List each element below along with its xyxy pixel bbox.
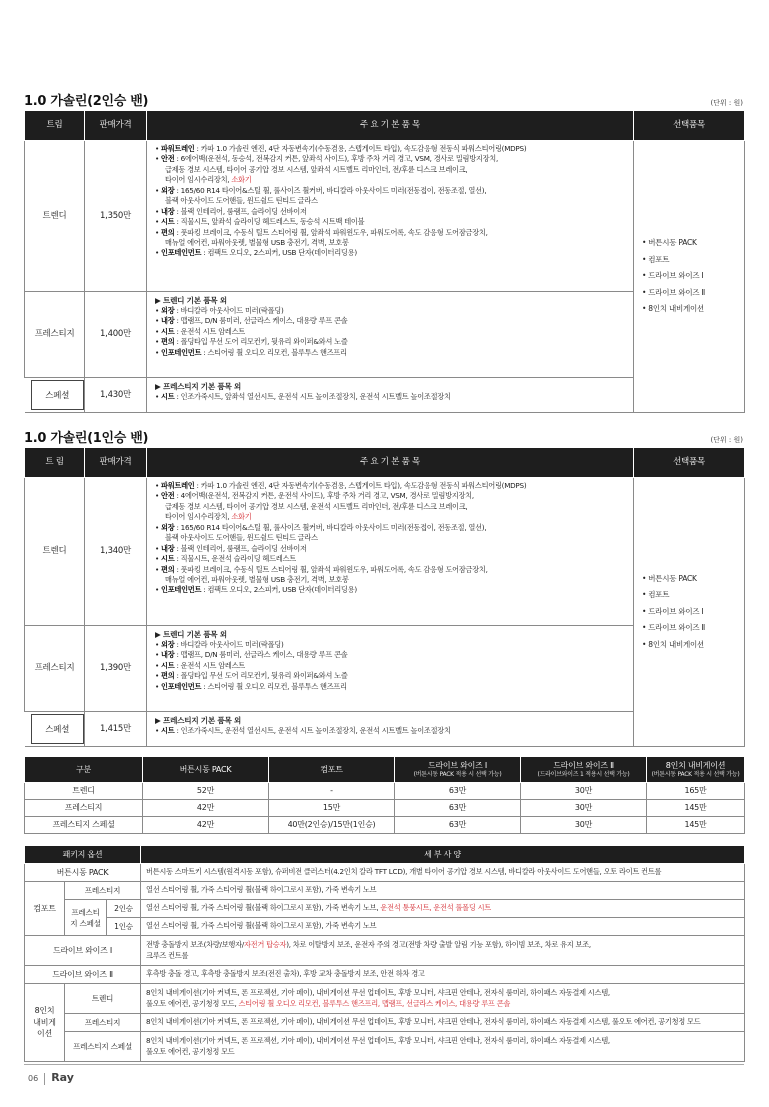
- package-spec: 버튼시동 스마트키 시스템(원격시동 포함), 슈퍼비전 클러스터(4.2인치 칼라 TFT LCD), 개별 타이어 공기압 경보 시스템, 바디칼라 아웃사이드 도어핸들, 오토 라이트 컨트롤: [141, 864, 745, 882]
- feature-line: • 외장 : 165/60 R14 타이어&스틸 휠, 풀사이즈 휠커버, 바디칼라 아웃사이드 미러(전동접이, 전동조절, 열선),: [155, 185, 487, 195]
- option-item: • 버튼시동 PACK: [642, 573, 697, 583]
- option-item: • 드라이브 와이즈 Ⅱ: [642, 287, 705, 297]
- price-header: 드라이브 와이즈 Ⅰ (버튼시동 PACK 적용 시 선택 가능): [395, 757, 521, 783]
- option-price-table: [24, 756, 745, 834]
- option-list: [634, 141, 745, 413]
- feature-group-heading: ▶ 트렌디 기본 품목 외: [155, 296, 227, 305]
- option-item: • 드라이브 와이즈 Ⅱ: [642, 623, 705, 633]
- price-header-row: [25, 757, 745, 783]
- trim-name: 프레스티지: [25, 292, 85, 378]
- price-header: 8인치 내비게이션 (버튼시동 PACK 적용 시 선택 가능): [647, 757, 745, 783]
- option-list: [634, 478, 745, 747]
- feature-line: • 인포테인먼트 : 컴팩트 오디오, 2스피커, USB 단자(데이터리딩용): [155, 248, 357, 258]
- feature-line: • 안전 : 6에어백(운전석, 동승석, 전복감지 커튼, 앞좌석 사이드), 후방 주차 거리 경고, VSM, 경사로 밀림방지장치,: [155, 154, 499, 164]
- header-price: 판매가격: [85, 111, 147, 141]
- price-cell: 15만: [269, 800, 395, 817]
- price-cell: 145만: [647, 817, 745, 834]
- brand-name: Ray: [51, 1071, 74, 1084]
- package-spec: 후측방 충돌 경고, 후측방 충돌방지 보조(전진 출차), 후방 교차 충돌방지 보조, 안전 하차 경고: [141, 966, 745, 984]
- package-spec: 8인치 내비게이션(기아 커넥트, 폰 프로젝션, 기아 페이), 내비게이션 무선 업데이트, 후방 모니터, 샤크핀 안테나, 전자식 룸미러, 하이패스 자동결제 시스템, 풀오토 에어컨, 공기청정 모드: [141, 1014, 745, 1032]
- footer-separator: [44, 1073, 45, 1085]
- trim-sub-label: 프레스티지: [65, 1014, 141, 1032]
- price-cell: 165만: [647, 783, 745, 800]
- trim-features: [147, 626, 634, 712]
- feature-line: • 시트 : 인조가죽시트, 앞좌석 열선시트, 운전석 시트 높이조절장치, 운전석 시트벨트 높이조절장치: [155, 392, 451, 401]
- price-cell: 63만: [395, 800, 521, 817]
- feature-line: • 편의 : 풋파킹 브레이크, 수동식 틸트 스티어링 휠, 앞좌석 파워윈도우, 파워도어록, 속도 감응형 도어잠금장치,: [155, 564, 488, 574]
- option-item: • 드라이브 와이즈 Ⅰ: [642, 606, 704, 616]
- feature-group-heading: ▶ 프레스티지 기본 품목 외: [155, 382, 242, 391]
- package-label: 컴포트: [25, 882, 65, 936]
- option-item: • 8인치 내비게이션: [642, 304, 704, 314]
- trim-price: 1,350만: [85, 141, 147, 292]
- price-cell: 40만(2인승)/15만(1인승): [269, 817, 395, 834]
- price-cell: 52만: [143, 783, 269, 800]
- feature-line: • 내장 : 맵램프, D/N 룸미러, 선글라스 케이스, 대용량 루프 콘솔: [155, 316, 348, 326]
- trim-features: [147, 141, 634, 292]
- feature-line: • 편의 : 폴딩타입 무선 도어 리모컨키, 뒷유리 와이퍼&와셔 노즐: [155, 337, 348, 347]
- feature-line: • 인포테인먼트 : 스티어링 휠 오디오 리모컨, 블루투스 핸즈프리: [155, 347, 347, 357]
- feature-line: • 외장 : 165/60 R14 타이어&스틸 휠, 풀사이즈 휠커버, 바디칼라 아웃사이드 미러(전동접이, 전동조절, 열선),: [155, 522, 487, 532]
- option-item: • 버튼시동 PACK: [642, 238, 697, 248]
- price-cell: 42만: [143, 817, 269, 834]
- feature-line: • 파워트레인 : 카파 1.0 가솔린 엔진, 4단 자동변속기(수동겸용, 스텝게이트 타입), 속도감응형 전동식 파워스티어링(MDPS): [155, 144, 527, 153]
- package-label: 8인치 내비게이션: [25, 984, 65, 1062]
- feature-line: • 시트 : 직물시트, 운전석 슬라이딩 헤드레스트: [155, 554, 296, 564]
- feature-line: 블랙 아웃사이드 도어핸들, 윈드쉴드 틴티드 글라스: [165, 196, 318, 206]
- trim-name: 스페셜: [31, 380, 85, 410]
- header-options: 선택품목: [634, 111, 745, 141]
- seat-sub-label: 1인승: [107, 918, 141, 936]
- trim-price: 1,430만: [85, 378, 147, 413]
- trim-name: 스페셜: [31, 714, 85, 744]
- feature-line: • 안전 : 4에어백(운전석, 전복감지 커튼, 운전석 사이드), 후방 주차 거리 경고, VSM, 경사로 밀림방지장치,: [155, 491, 474, 501]
- price-cell: 63만: [395, 783, 521, 800]
- package-header: 패키지 옵션: [25, 846, 141, 864]
- price-header: 컴포트: [269, 757, 395, 783]
- trim-sub-label: 프레스티지 스페셜: [65, 1032, 141, 1062]
- feature-line: • 외장 : 바디칼라 아웃사이드 미러(락폴딩): [155, 640, 284, 649]
- header-trim: 트 림: [25, 448, 85, 478]
- feature-line: • 인포테인먼트 : 스티어링 휠 오디오 리모컨, 블루투스 핸즈프리: [155, 681, 347, 691]
- feature-line: 블랙 아웃사이드 도어핸들, 윈드쉴드 틴티드 글라스: [165, 533, 318, 543]
- price-header: 드라이브 와이즈 Ⅱ (드라이브와이즈 1 적용시 선택 가능): [521, 757, 647, 783]
- trim-price: 1,400만: [85, 292, 147, 378]
- trim-features: [147, 292, 634, 378]
- price-header: 구분: [25, 757, 143, 783]
- feature-line: 급제동 경보 시스템, 타이어 공기압 경보 시스템, 앞좌석 시트벨트 리마인더, 전/후륜 디스크 브레이크,: [165, 164, 468, 174]
- row-label: 프레스티지: [25, 800, 143, 817]
- trim-features: [147, 712, 634, 747]
- price-cell: 42만: [143, 800, 269, 817]
- option-item: • 컴포트: [642, 590, 670, 600]
- page-number: 06: [28, 1074, 39, 1083]
- section2-title: 1.0 가솔린(1인승 밴): [24, 431, 149, 446]
- price-cell: 145만: [647, 800, 745, 817]
- feature-line: 매뉴얼 에어컨, 파워아웃렛, 별물형 USB 충전기, 격벽, 보호봉: [165, 237, 349, 247]
- trim-price: 1,390만: [85, 626, 147, 712]
- feature-line: • 외장 : 바디칼라 아웃사이드 미러(락폴딩): [155, 306, 284, 315]
- footer-divider: [24, 1064, 744, 1065]
- package-spec: 8인치 내비게이션(기아 커넥트, 폰 프로젝션, 기아 페이), 내비게이션 무선 업데이트, 후방 모니터, 샤크핀 안테나, 전자식 룸미러, 하이패스 자동결제 시스템, 풀오토 에어컨, 공기청정 모드: [141, 1032, 745, 1062]
- feature-line: • 인포테인먼트 : 컴팩트 오디오, 2스피커, USB 단자(데이터리딩용): [155, 585, 357, 595]
- price-cell: 30만: [521, 817, 647, 834]
- feature-line: • 시트 : 운전석 시트 암레스트: [155, 326, 245, 336]
- package-spec: 열선 스티어링 휠, 가죽 스티어링 휠(블랙 하이그로시 포함), 가죽 변속기 노브: [141, 882, 745, 900]
- page-footer: [28, 1071, 74, 1085]
- header-features: 주 요 기 본 품 목: [147, 111, 634, 141]
- feature-line: 급제동 경보 시스템, 타이어 공기압 경보 시스템, 운전석 시트벨트 리마인더, 전/후륜 디스크 브레이크,: [165, 501, 468, 511]
- header-features: 주 요 기 본 품 목: [147, 448, 634, 478]
- section1-title: 1.0 가솔린(2인승 밴): [24, 94, 149, 109]
- seat-sub-label: 2인승: [107, 900, 141, 918]
- price-cell: 30만: [521, 800, 647, 817]
- trim-features: [147, 378, 634, 413]
- feature-line: 타이어 임시수리장치, 소화기: [165, 175, 252, 185]
- trim-features: [147, 478, 634, 626]
- trim-name: 트렌디: [25, 141, 85, 292]
- trim-name: 프레스티지: [25, 626, 85, 712]
- package-spec-table: [24, 845, 745, 1062]
- package-spec: 열선 스티어링 휠, 가죽 스티어링 휠(블랙 하이그로시 포함), 가죽 변속기 노브, 운전석 통풍시트, 운전석 풀폴딩 시트: [141, 900, 745, 918]
- package-label: 드라이브 와이즈 Ⅱ: [25, 966, 141, 984]
- option-item: • 8인치 내비게이션: [642, 639, 704, 649]
- feature-line: • 내장 : 블랙 인테리어, 룸램프, 슬라이딩 선바이저: [155, 206, 307, 216]
- trim-price: 1,415만: [85, 712, 147, 747]
- table-row: [25, 817, 745, 834]
- table-row: [25, 800, 745, 817]
- price-cell: 30만: [521, 783, 647, 800]
- feature-line: 매뉴얼 에어컨, 파워아웃렛, 별물형 USB 충전기, 격벽, 보호봉: [165, 574, 349, 584]
- row-label: 프레스티지 스페셜: [25, 817, 143, 834]
- package-spec: 전방 충돌방지 보조(차량/보행자/자전거 탑승자), 차로 이탈방지 보조, 운전자 주의 경고(전방 차량 출발 알림 기능 포함), 하이빔 보조, 차로 유지 보조, 크루즈 컨트롤: [141, 936, 745, 966]
- header-options: 선택품목: [634, 448, 745, 478]
- package-spec: 8인치 내비게이션(기아 커넥트, 폰 프로젝션, 기아 페이), 내비게이션 무선 업데이트, 후방 모니터, 샤크핀 안테나, 전자식 룸미러, 하이패스 자동결제 시스템, 풀오토 에어컨, 공기청정 모드, 스티어링 휠 오디오 리모컨, 블루투스 핸즈프리, 맵램프, 선글라스 케이스, 대용량 루프 콘솔: [141, 984, 745, 1014]
- feature-line: • 편의 : 폴딩타입 무선 도어 리모컨키, 뒷유리 와이퍼&와셔 노즐: [155, 671, 348, 681]
- package-label: 버튼시동 PACK: [25, 864, 141, 882]
- trim-name: 트렌디: [25, 478, 85, 626]
- feature-line: • 시트 : 운전석 시트 암레스트: [155, 660, 245, 670]
- table-row: [25, 783, 745, 800]
- option-item: • 컴포트: [642, 254, 670, 264]
- feature-line: • 파워트레인 : 카파 1.0 가솔린 엔진, 4단 자동변속기(수동겸용, 스텝게이트 타입), 속도감응형 전동식 파워스티어링(MDPS): [155, 481, 527, 490]
- feature-group-heading: ▶ 트렌디 기본 품목 외: [155, 630, 227, 639]
- feature-line: • 시트 : 인조가죽시트, 운전석 열선시트, 운전석 시트 높이조절장치, 운전석 시트벨트 높이조절장치: [155, 726, 451, 735]
- section1-unit: (단위 : 원): [710, 99, 743, 107]
- feature-line: • 내장 : 맵램프, D/N 룸미러, 선글라스 케이스, 대용량 루프 콘솔: [155, 650, 348, 660]
- header-trim: 트림: [25, 111, 85, 141]
- section1-table: [24, 110, 745, 413]
- trim-price: 1,340만: [85, 478, 147, 626]
- section2-unit: (단위 : 원): [710, 436, 743, 444]
- feature-line: • 편의 : 풋파킹 브레이크, 수동식 틸트 스티어링 휠, 앞좌석 파워윈도우, 파워도어록, 속도 감응형 도어잠금장치,: [155, 227, 488, 237]
- spec-header: 세 부 사 양: [141, 846, 745, 864]
- trim-sub-label: 트렌디: [65, 984, 141, 1014]
- feature-group-heading: ▶ 프레스티지 기본 품목 외: [155, 716, 242, 725]
- package-spec: 열선 스티어링 휠, 가죽 스티어링 휠(블랙 하이그로시 포함), 가죽 변속기 노브: [141, 918, 745, 936]
- price-header: 버튼시동 PACK: [143, 757, 269, 783]
- feature-line: • 시트 : 직물시트, 앞좌석 슬라이딩 헤드레스트, 동승석 시트백 테이블: [155, 217, 365, 227]
- section2-table: [24, 447, 745, 747]
- header-price: 판매가격: [85, 448, 147, 478]
- row-label: 트렌디: [25, 783, 143, 800]
- feature-line: • 내장 : 블랙 인테리어, 룸램프, 슬라이딩 선바이저: [155, 543, 307, 553]
- price-cell: -: [269, 783, 395, 800]
- option-item: • 드라이브 와이즈 Ⅰ: [642, 271, 704, 281]
- package-label: 드라이브 와이즈 Ⅰ: [25, 936, 141, 966]
- trim-sub-label: 프레스티지 스페셜: [65, 900, 107, 936]
- feature-line: 타이어 임시수리장치, 소화기: [165, 512, 252, 522]
- trim-sub-label: 프레스티지: [65, 882, 141, 900]
- price-cell: 63만: [395, 817, 521, 834]
